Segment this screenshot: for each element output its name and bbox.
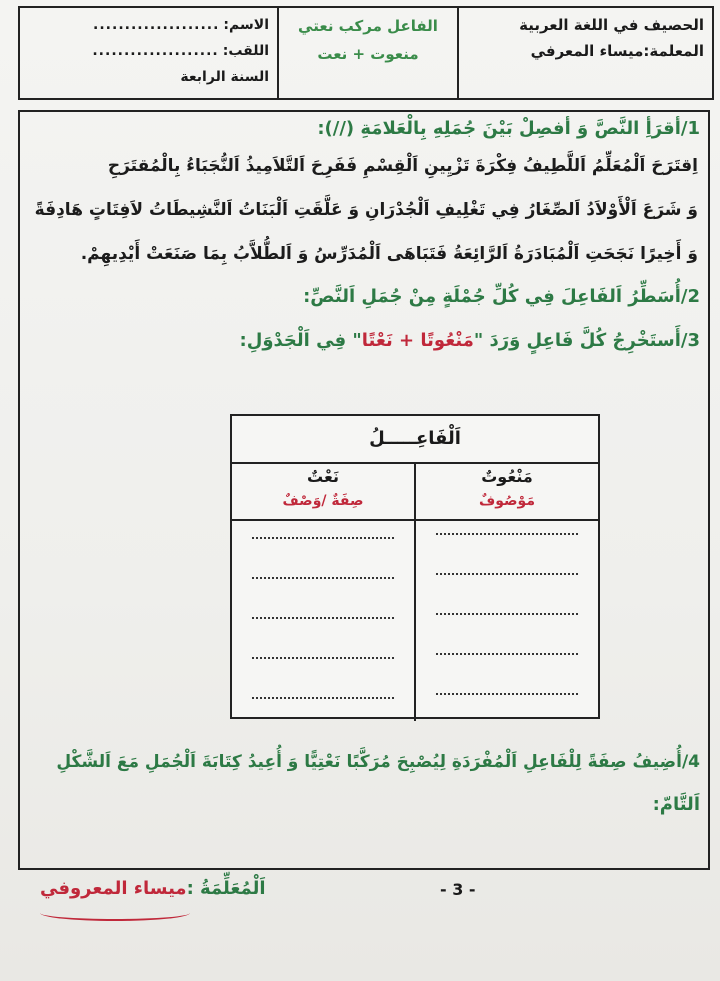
page-number: - 3 -	[440, 880, 476, 899]
column-described-subtitle: مَوْصُوفٌ	[478, 493, 535, 509]
answer-line[interactable]	[436, 693, 578, 695]
answer-line[interactable]	[252, 577, 394, 579]
answer-line[interactable]	[252, 657, 394, 659]
header-topic-formula: منعوت + نعت	[317, 45, 419, 63]
exercise-box	[18, 110, 710, 870]
passage-line-1: اِقتَرَحَ اَلْمُعَلِّمُ اَللَّطِيفُ فِكْرَةَ تَزْيِينِ اَلْقِسْمِ فَفَرِحَ اَلتَّلاَمِيذُ اَلنُّجَبَاءُ بِالْمُقتَرَحِ	[107, 156, 698, 176]
teacher-signature	[40, 878, 266, 899]
question-3-end: " فِي اَلْجَدْوَلِ:	[239, 330, 362, 351]
student-grade-row	[28, 64, 269, 90]
answer-column-adjective	[232, 521, 416, 721]
header-subject: الحصيف في اللغة العربية	[519, 16, 704, 34]
column-described-title: مَنْعُوتٌ	[481, 467, 533, 486]
student-name-label: الاسم:	[223, 17, 269, 33]
header-topic: الفاعل مركب نعتي	[298, 17, 438, 35]
student-surname-field[interactable]: ....................	[92, 43, 219, 59]
column-adjective-title: نَعْتٌ	[307, 467, 339, 486]
question-4-line-1: 4/أُضِيفُ صِفَةً لِلْفَاعِلِ اَلْمُفْرَدَةِ لِيُصْبِحَ مُرَكَّبًا نَعْتِيًّا وَ أُعِيدُ كِتَابَةَ اَلْجُمَلِ مَعَ اَلشَّكْلِ	[56, 752, 700, 772]
signature-label: اَلْمُعَلِّمَةُ :	[186, 878, 266, 899]
answer-line[interactable]	[436, 613, 578, 615]
question-3-start: 3/أَستَخْرِجُ كُلَّ فَاعِلٍ وَرَدَ "	[473, 330, 700, 351]
student-name-field[interactable]: ....................	[93, 17, 220, 33]
worksheet-header	[18, 6, 714, 100]
student-name-row	[28, 12, 269, 38]
question-3-highlight: مَنْعُوتًا + نَعْتًا	[361, 330, 474, 351]
passage-line-2: وَ شَرَعَ اَلْأَوْلاَدُ اَلصِّغَارُ فِي تَغْلِيفِ اَلْجُدْرَانِ وَ عَلَّقَتِ اَلْبَنَاتُ اَلنَّشِيطَاتُ لاَفِتَاتٍ هَادِفَةً	[34, 200, 698, 220]
table-body	[232, 521, 598, 721]
answer-column-described	[416, 521, 598, 721]
signature-underline	[40, 905, 190, 921]
student-surname-label: اللقب:	[222, 43, 269, 59]
answer-line[interactable]	[252, 617, 394, 619]
column-header-adjective	[232, 464, 416, 519]
table-title: اَلْفَاعِـــــلُ	[232, 416, 598, 464]
answer-line[interactable]	[436, 533, 578, 535]
question-2: 2/أُسَطِّرُ اَلفَاعِلَ فِي كُلِّ جُمْلَةٍ مِنْ جُمَلِ اَلنَّصِّ:	[303, 286, 700, 307]
signature-name: ميساء المعروفي	[40, 878, 187, 899]
student-surname-row	[28, 38, 269, 64]
question-3	[240, 330, 700, 351]
answer-line[interactable]	[252, 697, 394, 699]
answer-line[interactable]	[252, 537, 394, 539]
answer-line[interactable]	[436, 573, 578, 575]
question-4-line-2: اَلتَّامّ:	[652, 794, 700, 815]
subject-table	[230, 414, 600, 719]
answer-line[interactable]	[436, 653, 578, 655]
question-1: 1/أقرَأِ النَّصَّ وَ أفصِلْ بَيْنَ جُمَلِهِ بِالْعَلامَةِ (//):	[317, 118, 700, 139]
header-subject-cell	[457, 8, 712, 98]
column-adjective-subtitle: صِفَةٌ /وَصْفٌ	[282, 493, 364, 509]
column-header-described	[416, 464, 598, 519]
passage-line-3: وَ أَخِيرًا نَجَحَتِ اَلْمُبَادَرَةُ اَلرَّائِعَةُ فَتَبَاهَى اَلْمُدَرِّسُ وَ اَلطُّلاَّبُ بِمَا صَنَعَتْ أَيْدِيهِمْ.	[80, 244, 698, 264]
header-topic-cell	[277, 8, 457, 98]
student-grade: السنة الرابعة	[180, 69, 269, 85]
table-column-headers	[232, 464, 598, 521]
header-teacher: المعلمة:ميساء المعرفي	[530, 42, 704, 60]
header-student-cell	[20, 8, 277, 98]
